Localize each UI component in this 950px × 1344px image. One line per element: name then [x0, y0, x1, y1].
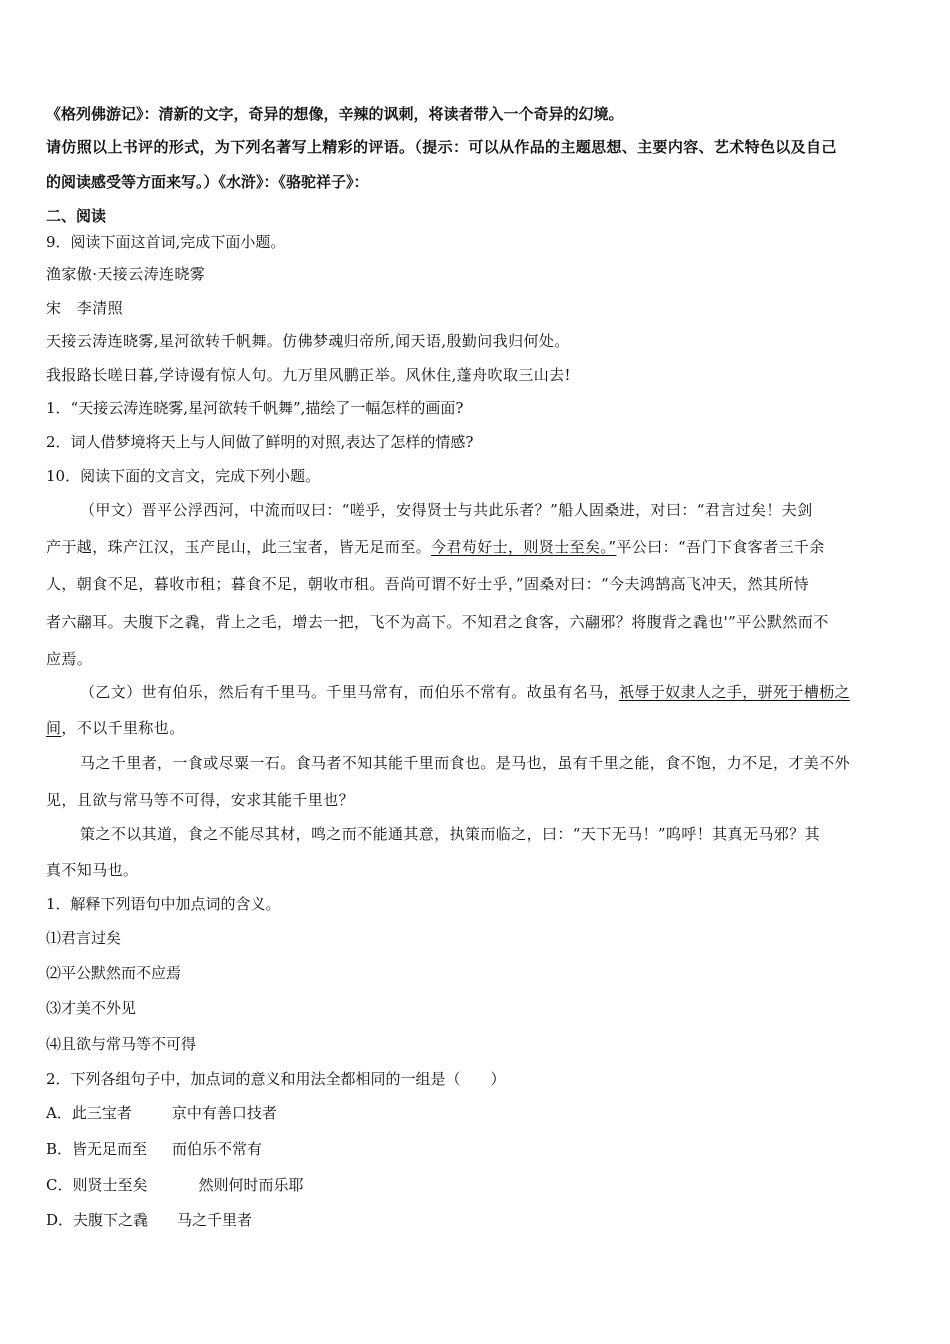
yi-p2-line-1: 马之千里者，一食或尽粟一石。食马者不知其能千里而食也。是马也，虽有千里之能，食不饱，力不足，才美不外 [80, 754, 851, 772]
yi-p2-line-2: 见，且欲与常马等不可得，安求其能千里也？ [46, 791, 355, 809]
yi-underlined-sentence: 祇辱于奴隶人之手，骈死于槽枥之 [619, 683, 851, 701]
option-left: 皆无足而至 [72, 1140, 148, 1158]
q10-stem: 10．阅读下面的文言文，完成下列小题。 [46, 467, 321, 485]
option-left: 此三宝者 [71, 1104, 132, 1122]
yi-underlined-end: 间 [46, 719, 62, 737]
option-left: 则贤士至矣 [72, 1176, 148, 1194]
q9-sub-1: 1．“天接云涛连晓雾,星河欲转千帆舞”,描绘了一幅怎样的画面? [46, 399, 464, 417]
yi-p3-line-1: 策之不以其道，食之不能尽其材，鸣之而不能通其意，执策而临之，曰：“天下无马！”呜呼！其真无马邪？其 [80, 825, 820, 843]
option-d [46, 1210, 252, 1230]
option-c [46, 1175, 304, 1195]
q10-sub-1-item: ⑵平公默然而不应焉 [46, 964, 182, 982]
jia-line-5: 应焉。 [46, 650, 93, 668]
poem-line-2: 我报路长嗟日暮,学诗谩有惊人句。九万里风鹏正举。风休住,蓬舟吹取三山去! [46, 366, 571, 384]
poem-author: 宋 李清照 [46, 299, 124, 317]
q10-sub-1-item: ⑷且欲与常马等不可得 [46, 1035, 197, 1053]
yi-line-2-end: ，不以千里称也。 [61, 719, 185, 737]
yi-line-2 [46, 718, 185, 738]
review-gulliver: 《格列佛游记》：清新的文字，奇异的想像，辛辣的讽刺，将读者带入一个奇异的幻境。 [46, 105, 624, 123]
jia-line-3: 人，朝食不足，暮收市租；暮食不足，朝收市租。吾尚可谓不好士乎，”固桑对曰：“今夫鸿鹄高飞冲天，然其所恃 [46, 575, 810, 593]
jia-line-2-start: 产于越，珠产江汉，玉产昆山，此三宝者，皆无足而至。 [46, 538, 432, 556]
jia-line-2-end: 平公曰：“吾门下食客者三千余 [616, 538, 825, 556]
option-right: 马之千里者 [177, 1211, 253, 1229]
option-right: 然则何时而乐耶 [198, 1176, 304, 1194]
jia-line-1: （甲文）晋平公浮西河，中流而叹曰：“嗟乎，安得贤士与共此乐者？”船人固桑进，对曰：“君言过矣！夫剑 [80, 501, 813, 519]
poem-title: 渔家傲·天接云涛连晓雾 [46, 265, 206, 283]
option-letter: B． [46, 1140, 73, 1158]
option-left: 夫腹下之毳 [73, 1211, 149, 1229]
yi-line-1 [80, 682, 850, 702]
q10-sub-1-stem: 1．解释下列语句中加点词的含义。 [46, 895, 281, 913]
option-right: 而伯乐不常有 [172, 1140, 263, 1158]
option-letter: D． [46, 1211, 74, 1229]
q9-sub-2: 2．词人借梦境将天上与人间做了鲜明的对照,表达了怎样的情感? [46, 433, 474, 451]
poem-line-1: 天接云涛连晓雾,星河欲转千帆舞。仿佛梦魂归帝所,闻天语,殷勤问我归何处。 [46, 332, 570, 350]
option-right: 京中有善口技者 [171, 1104, 277, 1122]
q9-stem: 9．阅读下面这首词,完成下面小题。 [46, 233, 286, 251]
section-heading: 二、阅读 [46, 207, 107, 225]
option-b [46, 1139, 262, 1159]
jia-line-2 [46, 537, 825, 557]
yi-line-1-start: （乙文）世有伯乐，然后有千里马。千里马常有，而伯乐不常有。故虽有名马， [80, 683, 620, 701]
q10-sub-1-item: ⑴君言过矣 [46, 929, 122, 947]
jia-underlined-sentence: 今君苟好士，则贤士至矣。” [431, 538, 617, 556]
jia-line-4: 者六翮耳。夫腹下之毳，背上之毛，增去一把，飞不为高下。不知君之食客，六翮邪？将腹背之毳也'”平公默然而不 [46, 613, 829, 631]
instruction-line-2: 的阅读感受等方面来写。）《水浒》：《骆驼祥子》： [46, 173, 369, 191]
yi-p3-line-2: 真不知马也。 [46, 861, 139, 879]
instruction-line-1: 请仿照以上书评的形式，为下列名著写上精彩的评语。（提示：可以从作品的主题思想、主要内容、艺术特色以及自己 [46, 138, 837, 156]
option-letter: C． [46, 1176, 73, 1194]
q10-sub-1-item: ⑶才美不外见 [46, 999, 137, 1017]
option-letter: A． [46, 1104, 72, 1122]
option-a [46, 1103, 277, 1123]
q10-sub-2-stem: 2．下列各组句子中，加点词的意义和用法全都相同的一组是（ ） [46, 1070, 506, 1088]
